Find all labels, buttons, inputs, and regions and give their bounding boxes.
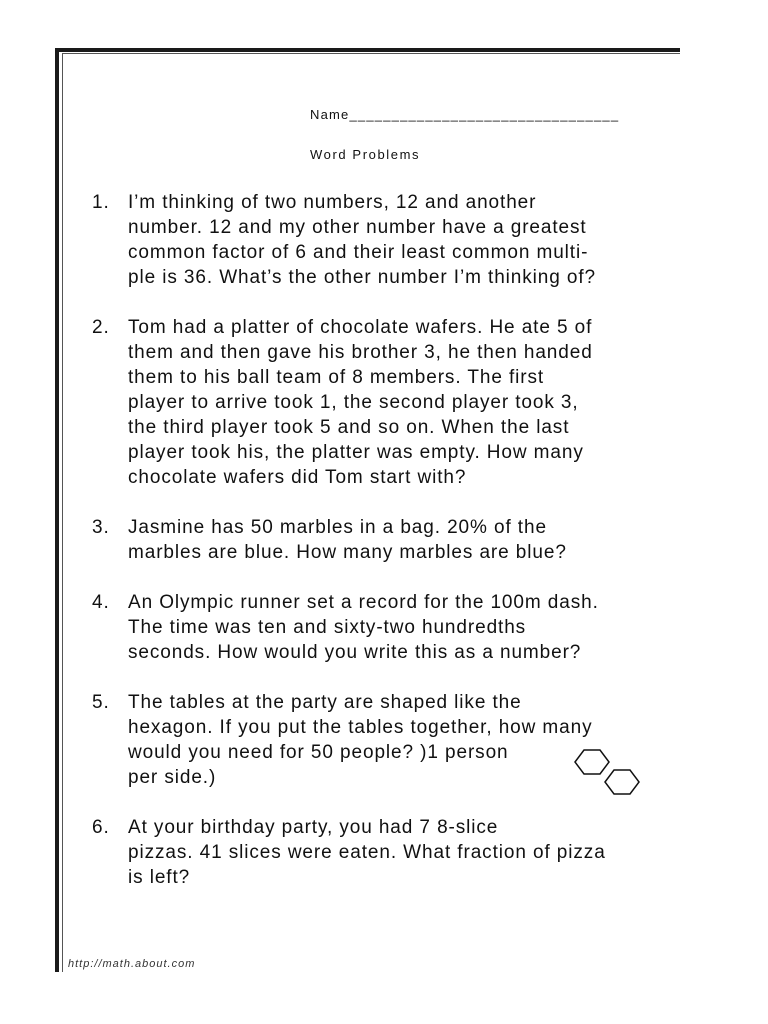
problem-text-line: chocolate wafers did Tom start with? <box>128 467 467 488</box>
problem-text-line: common factor of 6 and their least common multi- <box>128 242 589 263</box>
problem-number: 2. <box>92 317 110 338</box>
problem-text-line: The time was ten and sixty-two hundredths <box>128 617 527 638</box>
problem-text-line: An Olympic runner set a record for the 100m dash. <box>128 592 599 613</box>
problem-text-line: Tom had a platter of chocolate wafers. He ate 5 of <box>128 317 593 338</box>
problem-number: 4. <box>92 592 110 613</box>
problem-text-line: The tables at the party are shaped like the <box>128 692 522 713</box>
problem-text-line: them and then gave his brother 3, he then handed <box>128 342 593 363</box>
problem-text-line: At your birthday party, you had 7 8-slice <box>128 817 499 838</box>
name-field-line <box>310 107 619 122</box>
name-blank: ________________________________ <box>349 107 620 122</box>
source-url: http://math.about.com <box>68 958 196 970</box>
problem-text-line: number. 12 and my other number have a greatest <box>128 217 587 238</box>
page-border-top <box>55 48 680 52</box>
problem-4 <box>92 590 662 665</box>
page-border-left <box>55 48 59 972</box>
problem-1 <box>92 190 662 290</box>
hexagon-left <box>575 750 609 774</box>
problem-2 <box>92 315 662 490</box>
hexagon-tables-icon <box>574 748 646 802</box>
page-border-top-inner <box>62 53 680 54</box>
problem-text-line: is left? <box>128 867 191 888</box>
problem-list <box>92 190 662 915</box>
problem-6 <box>92 815 662 890</box>
problem-text-line: player to arrive took 1, the second player took 3, <box>128 392 579 413</box>
worksheet-title: Word Problems <box>310 147 421 162</box>
problem-number: 5. <box>92 692 110 713</box>
problem-text-line: hexagon. If you put the tables together, how many <box>128 717 593 738</box>
problem-text-line: them to his ball team of 8 members. The first <box>128 367 545 388</box>
hexagon-right <box>605 770 639 794</box>
problem-number: 3. <box>92 517 110 538</box>
problem-text-line: I’m thinking of two numbers, 12 and another <box>128 192 537 213</box>
problem-text-line: the third player took 5 and so on. When the last <box>128 417 570 438</box>
problem-text-line: would you need for 50 people? )1 person <box>128 742 509 763</box>
problem-text-line: player took his, the platter was empty. How many <box>128 442 584 463</box>
problem-3 <box>92 515 662 565</box>
problem-text-line: pizzas. 41 slices were eaten. What fraction of pizza <box>128 842 606 863</box>
problem-number: 1. <box>92 192 110 213</box>
page-border-left-inner <box>62 53 63 972</box>
name-label: Name <box>310 107 350 122</box>
problem-text-line: marbles are blue. How many marbles are blue? <box>128 542 567 563</box>
problem-number: 6. <box>92 817 110 838</box>
problem-text-line: seconds. How would you write this as a number? <box>128 642 582 663</box>
problem-text-line: per side.) <box>128 767 217 788</box>
problem-text-line: Jasmine has 50 marbles in a bag. 20% of the <box>128 517 547 538</box>
problem-text-line: ple is 36. What’s the other number I’m thinking of? <box>128 267 596 288</box>
